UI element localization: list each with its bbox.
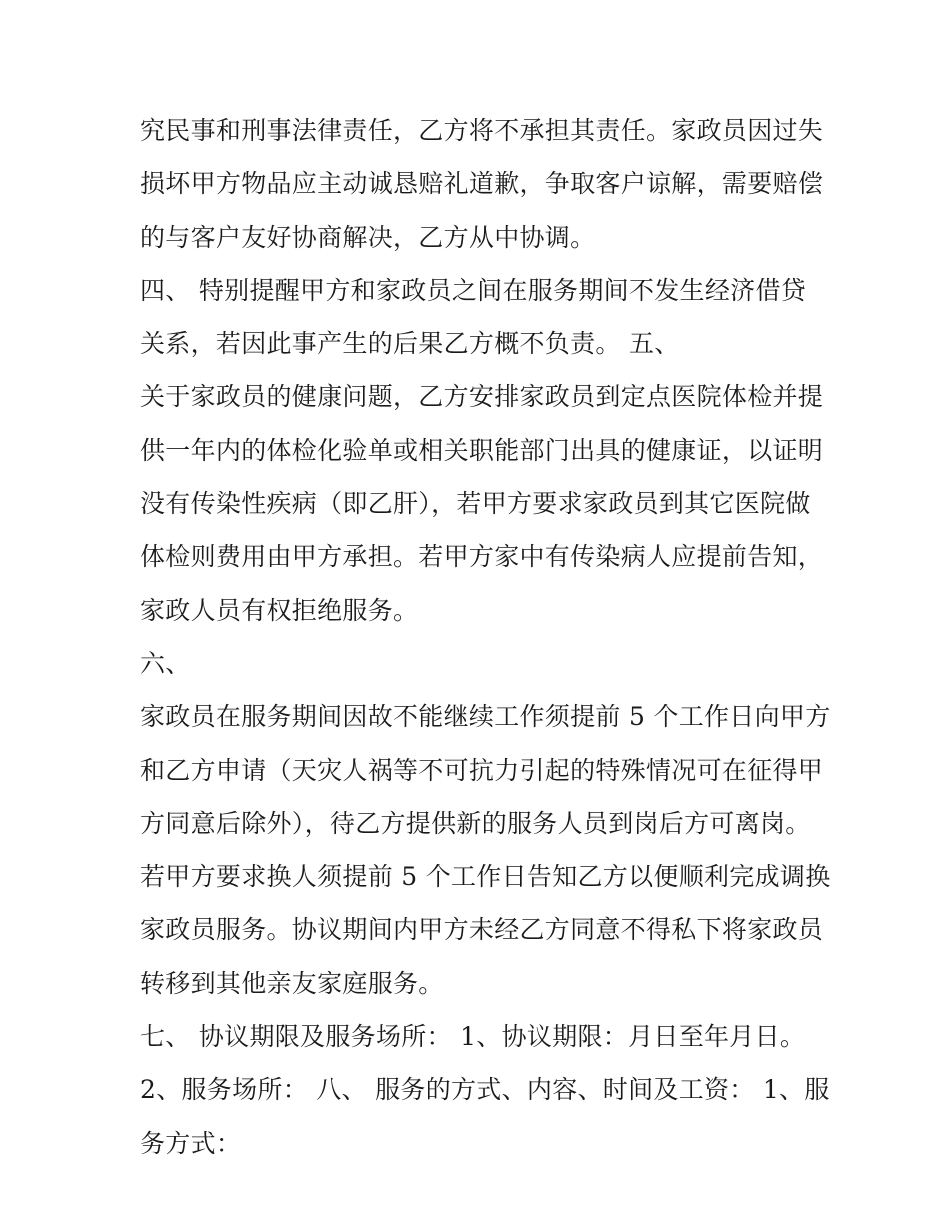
text-line: 家政员在服务期间因故不能继续工作须提前 5 个工作日向甲方 [140,702,831,732]
section-8-line: 2、服务场所： 八、 服务的方式、内容、时间及工资： 1、服 [140,1075,830,1105]
text-line: 转移到其他亲友家庭服务。 [140,968,444,998]
text-line: 和乙方申请（天灾人祸等不可抗力引起的特殊情况可在征得甲 [140,755,824,785]
text-line: 供一年内的体检化验单或相关职能部门出具的健康证，以证明 [140,435,824,465]
text-line: 没有传染性疾病（即乙肝），若甲方要求家政员到其它医院做 [140,489,811,519]
text-line: 究民事和刑事法律责任，乙方将不承担其责任。家政员因过失 [140,116,824,145]
text-line: 家政员服务。协议期间内甲方未经乙方同意不得私下将家政员 [140,915,824,945]
text-line: 务方式： [140,1128,242,1158]
text-line: 关系，若因此事产生的后果乙方概不负责。 五、 [140,329,680,359]
text-line: 若甲方要求换人须提前 5 个工作日告知乙方以便顺利完成调换 [140,862,831,892]
contract-body-text [140,104,831,1170]
section-7-line: 七、 协议期限及服务场所： 1、协议期限：月日至年月日。 [140,1022,806,1052]
text-line: 损坏甲方物品应主动诚恳赔礼道歉，争取客户谅解，需要赔偿 [140,169,824,199]
text-line: 的与客户友好协商解决，乙方从中协调。 [140,222,596,252]
section-6-heading: 六、 [140,648,191,678]
text-line: 方同意后除外），待乙方提供新的服务人员到岗后方可离岗。 [140,808,811,838]
text-line: 家政人员有权拒绝服务。 [140,595,419,625]
section-4-line: 四、 特别提醒甲方和家政员之间在服务期间不发生经济借贷 [140,275,807,305]
text-line: 体检则费用由甲方承担。若甲方家中有传染病人应提前告知， [140,542,824,572]
text-line: 关于家政员的健康问题，乙方安排家政员到定点医院体检并提 [140,382,824,412]
